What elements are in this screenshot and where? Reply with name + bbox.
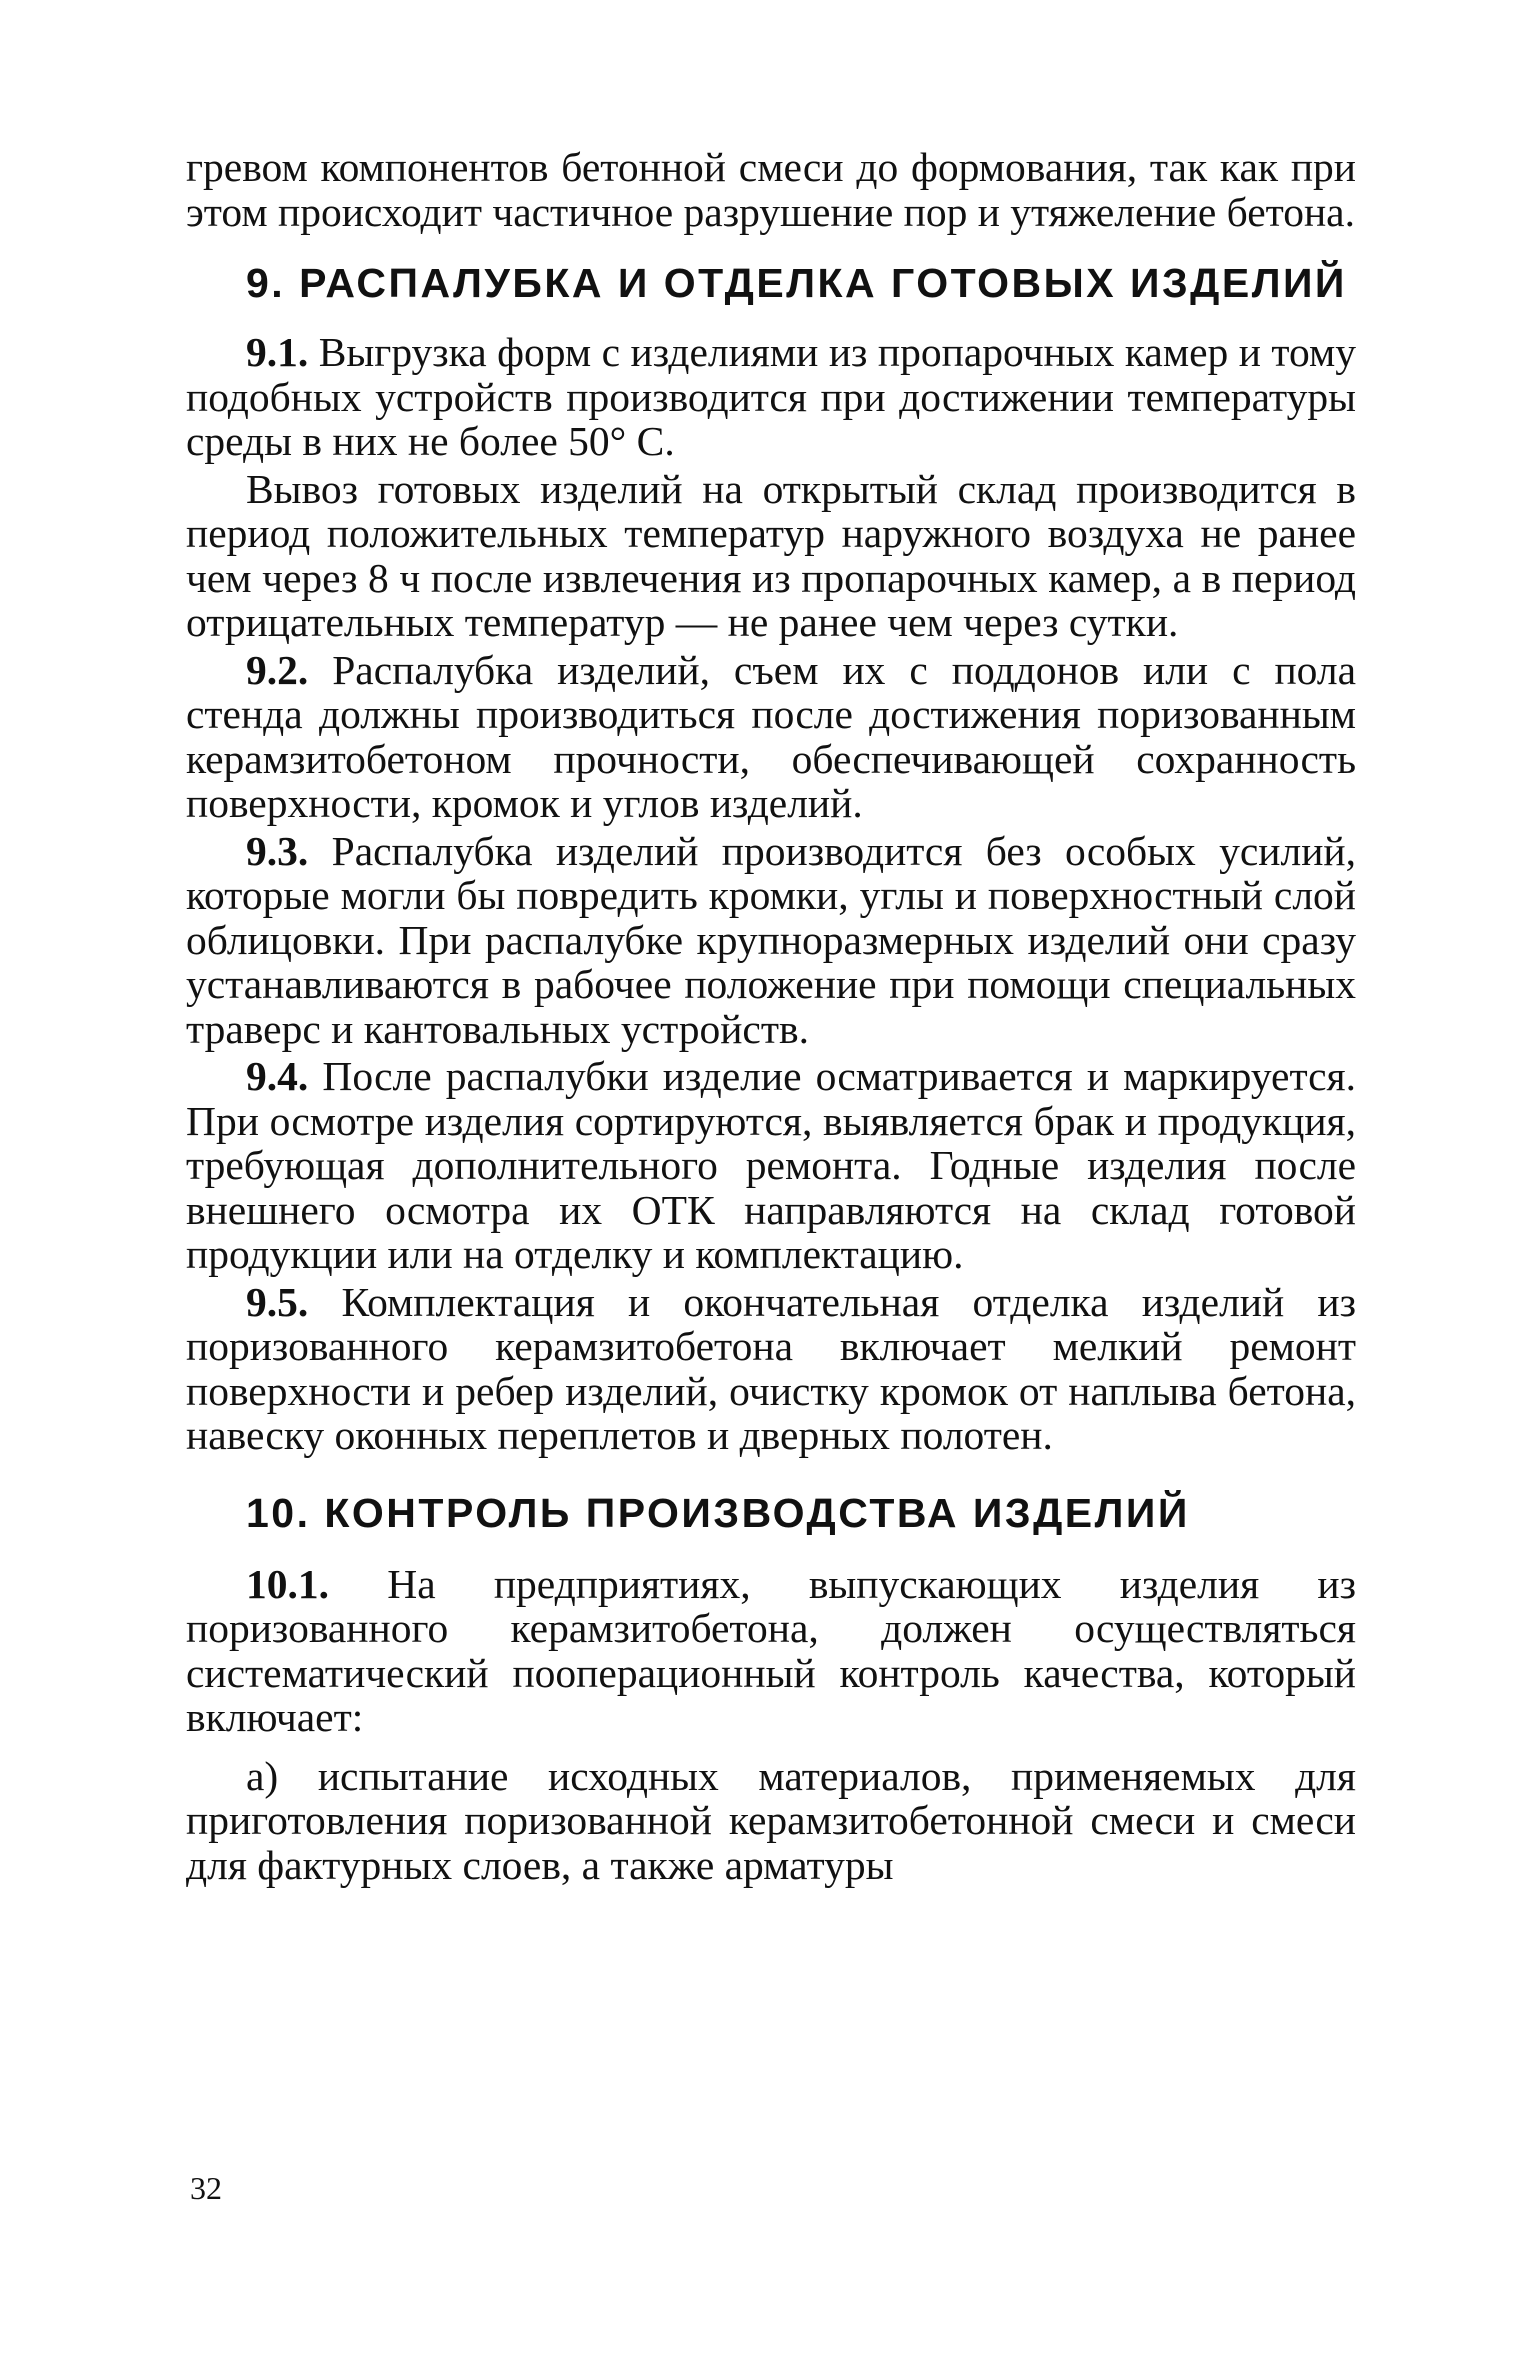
paragraph-9-3 bbox=[186, 829, 1356, 1052]
paragraph-text: Распалубка изделий производится без особых усилий, которые могли бы повредить кромки, углы и поверхностный слой облицовки. При распалубке крупноразмерных изделий они сразу устанавливаются в рабочее положение при помощи специальных траверс и кантовальных устройств. bbox=[186, 827, 1357, 1052]
paragraph-9-4 bbox=[186, 1054, 1356, 1277]
paragraph-text: Комплектация и окончательная отделка изделий из поризованного керамзитобетона включает мелкий ремонт поверхности и ребер изделий, очистку кромок от наплыва бетона, навеску оконных переплетов и дверных полотен. bbox=[186, 1278, 1357, 1458]
paragraph-10-1 bbox=[186, 1562, 1356, 1740]
paragraph-number: 9.1. bbox=[246, 329, 309, 375]
paragraph-text: Распалубка изделий, съем их с поддонов или с пола стенда должны производиться после достижения поризованным керамзитобетоном прочности, обеспечивающей сохранность поверхности, кромок и углов изделий. bbox=[186, 646, 1357, 826]
paragraph-9-1-continued: Вывоз готовых изделий на открытый склад производится в период положительных температур наружного воздуха не ранее чем через 8 ч после извлечения из пропарочных камер, а в период отрицательных температур — не ранее чем через сутки. bbox=[186, 465, 1356, 645]
paragraph-9-5 bbox=[186, 1280, 1356, 1458]
list-item-a: а) испытание исходных материалов, применяемых для приготовления поризованной керамзитобетонной смеси и смеси для фактурных слоев, а также арматуры bbox=[186, 1752, 1356, 1888]
document-page bbox=[186, 145, 1356, 1887]
paragraph-text: Выгрузка форм с изделиями из пропарочных камер и тому подобных устройств производится при достижении температуры среды в них не более 50° С. bbox=[186, 329, 1356, 464]
paragraph-9-1 bbox=[186, 330, 1356, 464]
paragraph-number: 9.5. bbox=[246, 1278, 309, 1325]
paragraph-text: После распалубки изделие осматривается и маркируется. При осмотре изделия сортируются, выявляется брак и продукция, требующая дополнительного ремонта. Годные изделия после внешнего осмотра их ОТК направляются на склад готовой продукции или на отделку и комплектацию. bbox=[186, 1053, 1357, 1277]
paragraph-number: 9.2. bbox=[246, 646, 309, 693]
paragraph-number: 9.4. bbox=[246, 1053, 309, 1099]
section-10-heading: 10. КОНТРОЛЬ ПРОИЗВОДСТВА ИЗДЕЛИЙ bbox=[246, 1489, 1190, 1536]
page-number: 32 bbox=[190, 2170, 222, 2206]
paragraph-text: На предприятиях, выпускающих изделия из поризованного керамзитобетона, должен осуществляться систематический пооперационный контроль качества, который включает: bbox=[186, 1560, 1356, 1740]
paragraph-number: 10.1. bbox=[246, 1560, 329, 1607]
continuation-paragraph: гревом компонентов бетонной смеси до формования, так как при этом происходит частичное разрушение пор и утяжеление бетона. bbox=[186, 144, 1356, 235]
section-9-heading: 9. РАСПАЛУБКА И ОТДЕЛКА ГОТОВЫХ ИЗДЕЛИЙ bbox=[246, 260, 1347, 306]
paragraph-9-2 bbox=[186, 648, 1356, 826]
paragraph-number: 9.3. bbox=[246, 827, 309, 874]
